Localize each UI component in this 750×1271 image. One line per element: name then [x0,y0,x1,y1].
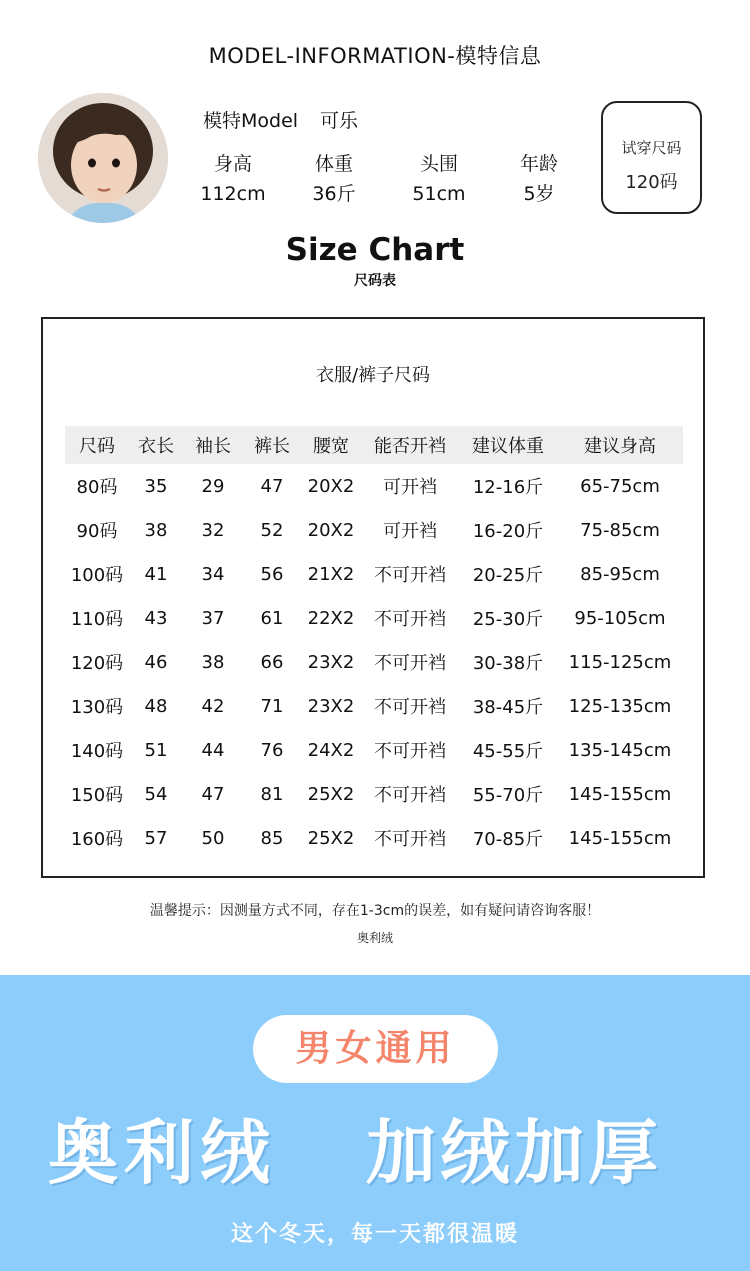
measurement-tip: 温馨提示：因测量方式不同，存在1-3cm的误差，如有疑问请咨询客服！ [149,903,601,919]
table-cell: 150码 [70,785,124,806]
table-cell: 43 [144,607,168,629]
model-photo [38,93,168,223]
unisex-pill: 男女通用 [253,1015,498,1083]
column-header: 衣长 [129,426,183,464]
table-cell: 46 [144,651,168,673]
table-cell: 25X2 [307,827,355,849]
table-cell: 不可开裆 [374,785,446,806]
table-row [65,684,683,728]
table-cell: 115-125cm [568,651,672,673]
table-cell: 125-135cm [568,695,672,717]
stat-height [178,150,288,210]
table-cell: 不可开裆 [374,697,446,718]
column-header: 建议体重 [459,426,557,464]
size-table-frame [41,317,705,878]
try-size-box [601,101,702,214]
table-cell: 23X2 [307,695,355,717]
table-cell: 48 [144,695,168,717]
stat-label: 年龄 [519,153,558,175]
table-cell: 160码 [70,829,124,850]
table-cell: 23X2 [307,651,355,673]
table-cell: 75-85cm [580,519,660,541]
headline-feature: 加绒加厚 [366,1112,662,1194]
table-cell: 61 [260,607,284,629]
stat-weight [279,150,389,210]
table-cell: 80码 [76,477,118,498]
model-avatar [38,93,168,223]
size-table [65,426,683,860]
stat-label: 头围 [419,153,458,175]
stat-age [484,150,594,210]
column-header: 裤长 [243,426,301,464]
table-row [65,508,683,552]
table-cell: 41 [144,563,168,585]
table-row [65,552,683,596]
stat-value: 36斤 [312,183,356,205]
table-cell: 70-85斤 [472,829,544,850]
brand-name: 奥利绒 [356,931,393,945]
table-cell: 90码 [76,521,118,542]
table-cell: 65-75cm [580,475,660,497]
table-cell: 110码 [70,609,124,630]
table-cell: 140码 [70,741,124,762]
model-name-label: 模特Model [203,110,299,132]
table-cell: 51 [144,739,168,761]
table-cell: 95-105cm [574,607,666,629]
table-cell: 16-20斤 [472,521,544,542]
table-cell: 不可开裆 [374,829,446,850]
table-cell: 52 [260,519,284,541]
size-chart-title: Size Chart [285,232,465,268]
table-cell: 47 [201,783,225,805]
headline-brand: 奥利绒 [48,1112,276,1194]
stat-label: 身高 [213,153,252,175]
table-cell: 71 [260,695,284,717]
banner-slogan: 这个冬天，每一天都很温暖 [230,1222,519,1247]
table-row [65,640,683,684]
table-cell: 32 [201,519,225,541]
table-cell: 21X2 [307,563,355,585]
table-cell: 55-70斤 [472,785,544,806]
table-cell: 130码 [70,697,124,718]
try-size-value: 120码 [625,172,678,193]
table-row [65,464,683,508]
stat-value: 5岁 [523,183,555,205]
column-header: 腰宽 [301,426,361,464]
table-cell: 47 [260,475,284,497]
banner-headline [0,1103,750,1203]
column-header: 尺码 [65,426,129,464]
table-cell: 38-45斤 [472,697,544,718]
table-cell: 66 [260,651,284,673]
table-cell: 54 [144,783,168,805]
column-header: 建议身高 [557,426,683,464]
table-cell: 135-145cm [568,739,672,761]
table-cell: 76 [260,739,284,761]
table-cell: 30-38斤 [472,653,544,674]
table-cell: 50 [201,827,225,849]
table-cell: 85 [260,827,284,849]
table-cell: 29 [201,475,225,497]
table-cell: 45-55斤 [472,741,544,762]
column-header: 能否开裆 [361,426,459,464]
try-size-label: 试穿尺码 [621,139,682,157]
stat-value: 51cm [412,183,466,205]
table-cell: 可开裆 [383,477,437,498]
table-cell: 不可开裆 [374,609,446,630]
page-title: MODEL-INFORMATION-模特信息 [208,44,542,68]
stat-value: 112cm [200,183,266,205]
table-cell: 20-25斤 [472,565,544,586]
table-row [65,728,683,772]
model-name-line [203,106,358,133]
size-chart-subtitle: 尺码表 [354,273,396,289]
table-cell: 不可开裆 [374,741,446,762]
table-header-row [65,426,683,464]
table-cell: 34 [201,563,225,585]
column-header: 袖长 [183,426,243,464]
table-cell: 120码 [70,653,124,674]
table-cell: 44 [201,739,225,761]
table-cell: 可开裆 [383,521,437,542]
table-cell: 20X2 [307,519,355,541]
table-cell: 56 [260,563,284,585]
table-cell: 42 [201,695,225,717]
table-cell: 20X2 [307,475,355,497]
stat-head [384,150,494,210]
table-cell: 25X2 [307,783,355,805]
table-row [65,772,683,816]
promo-banner [0,975,750,1271]
table-cell: 38 [201,651,225,673]
model-name-value: 可乐 [320,110,359,132]
table-cell: 100码 [70,565,124,586]
table-cell: 145-155cm [568,783,672,805]
table-cell: 81 [260,783,284,805]
table-cell: 35 [144,475,168,497]
table-cell: 22X2 [307,607,355,629]
size-table-caption: 衣服/裤子尺码 [315,365,431,386]
table-cell: 145-155cm [568,827,672,849]
table-cell: 38 [144,519,168,541]
table-cell: 37 [201,607,225,629]
stat-label: 体重 [314,153,353,175]
table-cell: 24X2 [307,739,355,761]
table-cell: 25-30斤 [472,609,544,630]
table-row [65,816,683,860]
table-row [65,596,683,640]
table-cell: 85-95cm [580,563,660,585]
table-cell: 57 [144,827,168,849]
table-cell: 不可开裆 [374,565,446,586]
table-cell: 不可开裆 [374,653,446,674]
table-cell: 12-16斤 [472,477,544,498]
